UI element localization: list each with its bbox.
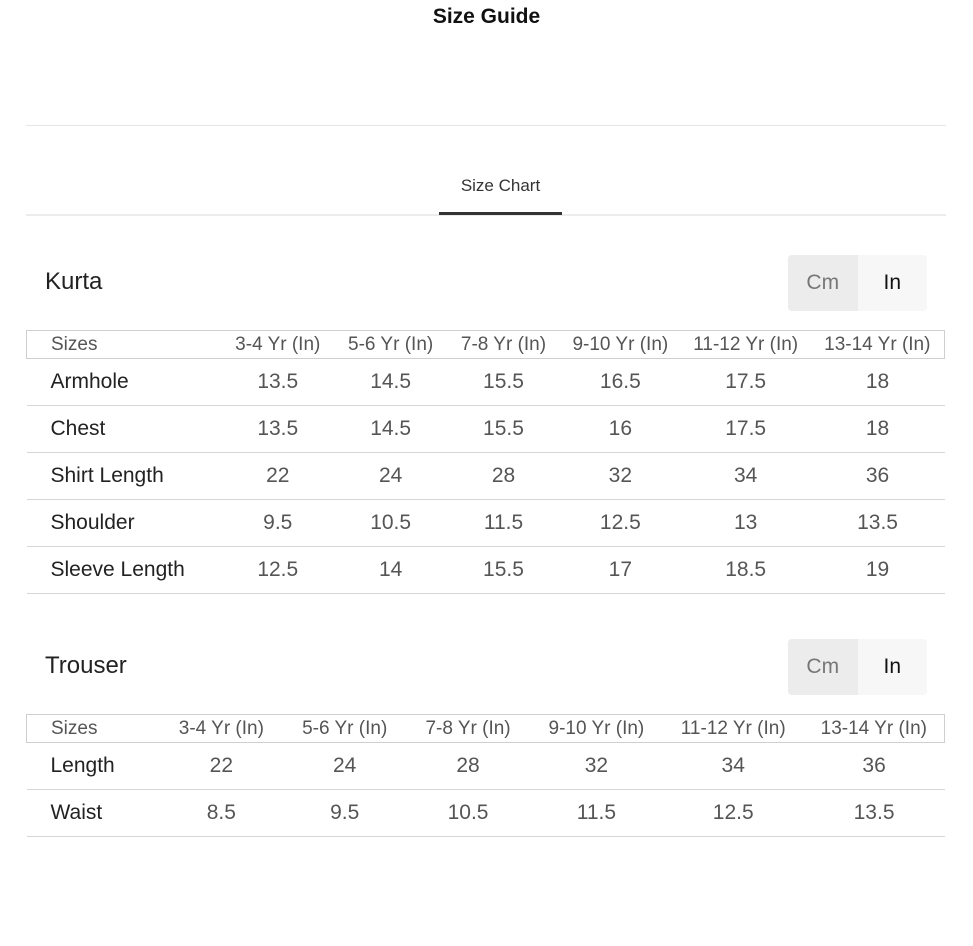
kurta-in-button[interactable]: In [858, 255, 928, 311]
column-header: 5-6 Yr (In) [334, 331, 447, 359]
table-cell: 17.5 [681, 359, 811, 406]
table-cell: 15.5 [447, 547, 560, 594]
column-header: 13-14 Yr (In) [804, 715, 945, 743]
table-cell: 28 [447, 453, 560, 500]
table-cell: 19 [811, 547, 945, 594]
table-cell: 13.5 [811, 500, 945, 547]
table-cell: 18.5 [681, 547, 811, 594]
table-cell: 13.5 [221, 359, 334, 406]
table-cell: 34 [663, 743, 804, 790]
table-cell: 34 [681, 453, 811, 500]
column-header: 9-10 Yr (In) [530, 715, 663, 743]
trouser-size-table [26, 714, 945, 837]
table-cell: 22 [221, 453, 334, 500]
table-cell: 10.5 [406, 790, 530, 837]
page-title: Size Guide [432, 5, 541, 28]
table-header-row [27, 331, 945, 359]
trouser-section-title: Trouser [45, 652, 127, 679]
table-cell: 18 [811, 359, 945, 406]
trouser-cm-button[interactable]: Cm [788, 639, 858, 695]
table-cell: 24 [334, 453, 447, 500]
table-cell: 13.5 [804, 790, 945, 837]
column-header: Sizes [27, 715, 160, 743]
row-label: Shirt Length [27, 453, 222, 500]
table-cell: 15.5 [447, 406, 560, 453]
table-cell: 16.5 [560, 359, 681, 406]
table-cell: 17 [560, 547, 681, 594]
column-header: 5-6 Yr (In) [283, 715, 406, 743]
table-row [27, 500, 945, 547]
table-cell: 8.5 [159, 790, 283, 837]
table-cell: 12.5 [221, 547, 334, 594]
table-header-row [27, 715, 945, 743]
table-cell: 14.5 [334, 359, 447, 406]
table-cell: 18 [811, 406, 945, 453]
row-label: Waist [27, 790, 160, 837]
table-cell: 10.5 [334, 500, 447, 547]
column-header: 13-14 Yr (In) [811, 331, 945, 359]
tab-size-chart[interactable]: Size Chart [460, 176, 541, 195]
column-header: 7-8 Yr (In) [447, 331, 560, 359]
table-cell: 28 [406, 743, 530, 790]
table-cell: 9.5 [283, 790, 406, 837]
table-row [27, 790, 945, 837]
row-label: Length [27, 743, 160, 790]
row-label: Chest [27, 406, 222, 453]
table-row [27, 743, 945, 790]
table-cell: 14 [334, 547, 447, 594]
table-cell: 22 [159, 743, 283, 790]
trouser-in-button[interactable]: In [858, 639, 928, 695]
kurta-unit-toggle [788, 255, 927, 311]
table-cell: 36 [804, 743, 945, 790]
table-row [27, 406, 945, 453]
active-tab-indicator [439, 212, 562, 215]
table-cell: 17.5 [681, 406, 811, 453]
table-cell: 24 [283, 743, 406, 790]
table-cell: 16 [560, 406, 681, 453]
kurta-section-title: Kurta [45, 268, 103, 295]
table-row [27, 359, 945, 406]
table-cell: 32 [530, 743, 663, 790]
column-header: 3-4 Yr (In) [159, 715, 283, 743]
table-cell: 14.5 [334, 406, 447, 453]
table-cell: 15.5 [447, 359, 560, 406]
column-header: Sizes [27, 331, 222, 359]
table-cell: 12.5 [663, 790, 804, 837]
column-header: 7-8 Yr (In) [406, 715, 530, 743]
row-label: Sleeve Length [27, 547, 222, 594]
trouser-unit-toggle [788, 639, 927, 695]
column-header: 3-4 Yr (In) [221, 331, 334, 359]
kurta-cm-button[interactable]: Cm [788, 255, 858, 311]
table-row [27, 547, 945, 594]
table-cell: 13.5 [221, 406, 334, 453]
table-cell: 9.5 [221, 500, 334, 547]
column-header: 11-12 Yr (In) [681, 331, 811, 359]
column-header: 11-12 Yr (In) [663, 715, 804, 743]
table-cell: 36 [811, 453, 945, 500]
row-label: Shoulder [27, 500, 222, 547]
table-cell: 11.5 [530, 790, 663, 837]
kurta-size-table [26, 330, 945, 594]
table-row [27, 453, 945, 500]
table-cell: 11.5 [447, 500, 560, 547]
header-divider [26, 125, 946, 126]
table-cell: 32 [560, 453, 681, 500]
column-header: 9-10 Yr (In) [560, 331, 681, 359]
table-cell: 13 [681, 500, 811, 547]
row-label: Armhole [27, 359, 222, 406]
table-cell: 12.5 [560, 500, 681, 547]
